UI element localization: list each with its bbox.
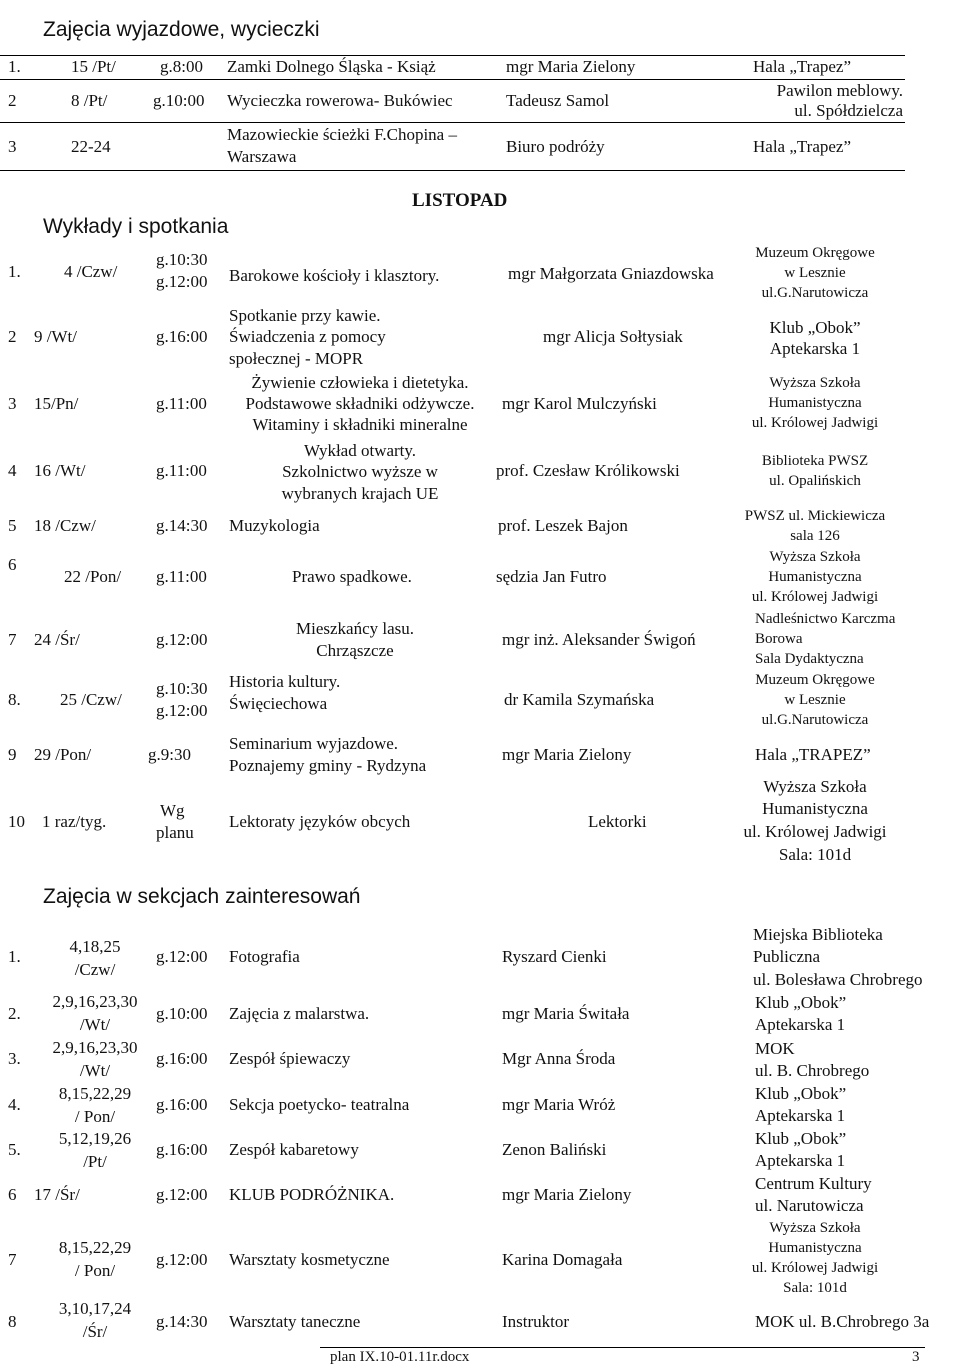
table-rule xyxy=(0,79,905,80)
row-place: Klub „Obok” xyxy=(755,1084,847,1103)
row-number: 3. xyxy=(8,1049,21,1068)
row-date: /Śr/ xyxy=(82,1322,108,1341)
row-place: Muzeum Okręgowe xyxy=(755,672,875,688)
row-place: ul. Narutowicza xyxy=(755,1196,864,1215)
row-place: Nadleśnictwo Karczma xyxy=(755,611,896,627)
row-place: sala 126 xyxy=(790,528,840,544)
row-person: Karina Domagała xyxy=(502,1250,623,1269)
row-place: ul. Królowej Jadwigi xyxy=(751,589,879,605)
row-date: 18 /Czw/ xyxy=(34,516,96,535)
row-place: Humanistyczna xyxy=(768,569,862,585)
row-place: MOK ul. B.Chrobrego 3a xyxy=(755,1312,930,1331)
row-time: g.16:00 xyxy=(156,1140,208,1159)
row-time: g.16:00 xyxy=(156,1049,208,1068)
row-place: Publiczna xyxy=(753,947,821,966)
row-title: Podstawowe składniki odżywcze. xyxy=(245,394,475,413)
row-date: 8,15,22,29 xyxy=(58,1238,132,1257)
row-place: ul. Bolesława Chrobrego xyxy=(753,970,923,989)
row-place: Klub „Obok” xyxy=(755,1129,847,1148)
row-title: Warsztaty kosmetyczne xyxy=(229,1250,390,1269)
row-title: Sekcja poetycko- teatralna xyxy=(229,1095,410,1114)
row-place: Pawilon meblowy. xyxy=(776,81,903,100)
footer-rule xyxy=(320,1347,925,1348)
footer-file-name: plan IX.10-01.11r.docx xyxy=(330,1349,470,1365)
row-title: Fotografia xyxy=(229,947,300,966)
row-number: 3 xyxy=(8,394,17,413)
row-date: /Czw/ xyxy=(74,960,116,979)
row-date: / Pon/ xyxy=(74,1261,116,1280)
row-place: Aptekarska 1 xyxy=(755,1106,846,1125)
row-person: Lektorki xyxy=(588,812,647,831)
row-title: Warsztaty taneczne xyxy=(229,1312,361,1331)
row-place: ul. Opalińskich xyxy=(769,473,861,489)
row-time: g.10:30 xyxy=(156,679,208,698)
row-person: mgr Maria Zielony xyxy=(502,1185,632,1204)
row-place: w Lesznie xyxy=(784,692,846,708)
row-date: 22-24 xyxy=(71,137,111,156)
row-title: Zamki Dolnego Śląska - Książ xyxy=(227,57,436,76)
row-person: mgr Maria Świtała xyxy=(502,1004,630,1023)
row-person: mgr Maria Zielony xyxy=(502,745,632,764)
row-date: 9 /Wt/ xyxy=(34,327,77,346)
row-time: g.16:00 xyxy=(156,327,208,346)
row-number: 7 xyxy=(8,1250,17,1269)
row-person: prof. Czesław Królikowski xyxy=(496,461,680,480)
row-time: g.11:00 xyxy=(156,567,207,586)
row-date: 5,12,19,26 xyxy=(58,1129,132,1148)
row-title: Świadczenia z pomocy xyxy=(229,327,386,346)
row-number: 6 xyxy=(8,1185,17,1204)
lectures-heading: Wykłady i spotkania xyxy=(43,215,229,238)
row-title: Lektoraty języków obcych xyxy=(229,812,411,831)
row-time: g.16:00 xyxy=(156,1095,208,1114)
row-place: Centrum Kultury xyxy=(755,1174,872,1193)
row-number: 2 xyxy=(8,327,17,346)
row-number: 5 xyxy=(8,516,17,535)
row-place: Humanistyczna xyxy=(762,799,868,818)
row-title: Historia kultury. xyxy=(229,672,341,691)
row-place: Aptekarska 1 xyxy=(769,339,861,358)
row-person: Tadeusz Samol xyxy=(506,91,610,110)
row-number: 4. xyxy=(8,1095,21,1114)
row-place: ul. Królowej Jadwigi xyxy=(751,1260,879,1276)
row-place: Sala: 101d xyxy=(778,845,852,864)
row-number: 7 xyxy=(8,630,17,649)
row-place: Hala „Trapez” xyxy=(753,137,852,156)
row-date: 29 /Pon/ xyxy=(34,745,92,764)
row-title: Spotkanie przy kawie. xyxy=(229,306,381,325)
footer-page-number: 3 xyxy=(912,1349,920,1365)
row-title: Poznajemy gminy - Rydzyna xyxy=(229,756,427,775)
row-title: Zespół kabaretowy xyxy=(229,1140,359,1159)
row-title: Mieszkańcy lasu. xyxy=(295,619,415,638)
row-title: Prawo spadkowe. xyxy=(292,567,412,586)
row-place: Aptekarska 1 xyxy=(755,1015,846,1034)
row-time: g.10:00 xyxy=(153,91,205,110)
row-place: MOK xyxy=(755,1039,795,1058)
row-place: Klub „Obok” xyxy=(755,993,847,1012)
row-date: 8 /Pt/ xyxy=(71,91,108,110)
row-person: Ryszard Cienki xyxy=(502,947,607,966)
row-place: Wyższa Szkoła xyxy=(769,375,861,391)
row-date: 1 raz/tyg. xyxy=(42,812,107,831)
row-time: g.11:00 xyxy=(156,394,207,413)
row-date: 25 /Czw/ xyxy=(60,690,122,709)
row-date: 3,10,17,24 xyxy=(58,1299,132,1318)
row-number: 8 xyxy=(8,1312,17,1331)
row-place: Hala „TRAPEZ” xyxy=(755,745,871,764)
row-date: 16 /Wt/ xyxy=(34,461,86,480)
row-place: ul. Spółdzielcza xyxy=(794,101,903,120)
row-date: 2,9,16,23,30 xyxy=(52,1038,138,1057)
row-person: sędzia Jan Futro xyxy=(496,567,607,586)
row-number: 4 xyxy=(8,461,17,480)
month-heading: LISTOPAD xyxy=(412,190,508,211)
row-title: Mazowieckie ścieżki F.Chopina – xyxy=(227,125,457,144)
row-title: Szkolnictwo wyższe w xyxy=(282,462,438,481)
row-time: Wg xyxy=(160,801,185,820)
row-time: g.12:00 xyxy=(156,630,208,649)
row-title: Żywienie człowieka i dietetyka. xyxy=(251,373,469,392)
row-number: 1. xyxy=(8,262,21,281)
row-number: 1. xyxy=(8,947,21,966)
row-title: Zespół śpiewaczy xyxy=(229,1049,351,1068)
row-person: dr Kamila Szymańska xyxy=(504,690,655,709)
row-title: Witaminy i składniki mineralne xyxy=(252,415,468,434)
row-date: 15/Pn/ xyxy=(34,394,79,413)
row-title: Warszawa xyxy=(227,147,297,166)
row-number: 2. xyxy=(8,1004,21,1023)
row-place: Borowa xyxy=(755,631,803,647)
row-date: /Wt/ xyxy=(79,1061,111,1080)
row-place: ul. B. Chrobrego xyxy=(755,1061,870,1080)
row-number: 6 xyxy=(8,555,17,574)
row-date: 24 /Śr/ xyxy=(34,630,80,649)
row-date: /Wt/ xyxy=(79,1015,111,1034)
row-time: g.12:00 xyxy=(156,1185,208,1204)
row-title: KLUB PODRÓŻNIKA. xyxy=(229,1185,395,1204)
row-time: g.8:00 xyxy=(160,57,203,76)
row-number: 8. xyxy=(8,690,21,709)
row-place: PWSZ ul. Mickiewicza xyxy=(744,508,886,524)
row-place: Klub „Obok” xyxy=(769,318,861,337)
row-person: mgr Maria Zielony xyxy=(506,57,636,76)
row-person: mgr Alicja Sołtysiak xyxy=(543,327,683,346)
row-number: 2 xyxy=(8,91,17,110)
row-title: Chrząszcze xyxy=(316,641,394,660)
row-place: Miejska Biblioteka xyxy=(753,925,883,944)
row-title: Zajęcia z malarstwa. xyxy=(229,1004,370,1023)
row-title: społecznej - MOPR xyxy=(229,349,364,368)
table-rule xyxy=(0,55,905,56)
row-number: 5. xyxy=(8,1140,21,1159)
trips-heading: Zajęcia wyjazdowe, wycieczki xyxy=(43,18,320,41)
row-date: 22 /Pon/ xyxy=(64,567,122,586)
row-date: 4,18,25 xyxy=(69,937,121,956)
row-place: Wyższa Szkoła xyxy=(763,777,867,796)
row-time: g.14:30 xyxy=(156,1312,208,1331)
row-place: ul. Królowej Jadwigi xyxy=(743,822,887,841)
row-time: g.11:00 xyxy=(156,461,207,480)
row-title: Barokowe kościoły i klasztory. xyxy=(229,266,440,285)
row-date: 4 /Czw/ xyxy=(64,262,118,281)
row-place: ul. Królowej Jadwigi xyxy=(751,415,879,431)
row-place: Humanistyczna xyxy=(768,395,862,411)
row-date: 2,9,16,23,30 xyxy=(52,992,138,1011)
row-place: ul.G.Narutowicza xyxy=(761,285,869,301)
row-time: g.9:30 xyxy=(148,745,191,764)
row-person: Instruktor xyxy=(502,1312,570,1331)
row-time: g.12:00 xyxy=(156,1250,208,1269)
row-title: Święciechowa xyxy=(229,694,328,713)
row-title: Wycieczka rowerowa- Bukówiec xyxy=(227,91,453,110)
row-person: mgr Maria Wróż xyxy=(502,1095,616,1114)
row-person: prof. Leszek Bajon xyxy=(498,516,628,535)
row-person: mgr inż. Aleksander Świgoń xyxy=(502,630,696,649)
row-place: Hala „Trapez” xyxy=(753,57,852,76)
row-date: /Pt/ xyxy=(83,1152,107,1171)
row-place: ul.G.Narutowicza xyxy=(761,712,869,728)
table-rule xyxy=(0,122,905,123)
row-place: Muzeum Okręgowe xyxy=(755,245,875,261)
row-person: mgr Małgorzata Gniazdowska xyxy=(508,264,714,283)
row-place: Aptekarska 1 xyxy=(755,1151,846,1170)
row-date: / Pon/ xyxy=(74,1107,116,1126)
row-place: Sala Dydaktyczna xyxy=(755,651,864,667)
row-place: Wyższa Szkoła xyxy=(769,1220,861,1236)
table-rule xyxy=(0,170,905,171)
row-number: 3 xyxy=(8,137,17,156)
row-title: wybranych krajach UE xyxy=(281,484,439,503)
row-time: g.10:30 xyxy=(156,250,208,269)
row-title: Muzykologia xyxy=(229,516,320,535)
sections-heading: Zajęcia w sekcjach zainteresowań xyxy=(43,885,361,908)
row-time: g.10:00 xyxy=(156,1004,208,1023)
row-number: 1. xyxy=(8,57,21,76)
row-time: g.12:00 xyxy=(156,947,208,966)
row-place: Sala: 101d xyxy=(783,1280,847,1296)
row-title: Seminarium wyjazdowe. xyxy=(229,734,399,753)
row-time: g.14:30 xyxy=(156,516,208,535)
row-number: 10 xyxy=(8,812,25,831)
row-date: 8,15,22,29 xyxy=(58,1084,132,1103)
row-person: Mgr Anna Środa xyxy=(502,1049,616,1068)
row-title: Wykład otwarty. xyxy=(303,441,417,460)
row-place: w Lesznie xyxy=(784,265,846,281)
row-time: planu xyxy=(156,823,194,842)
row-place: Biblioteka PWSZ xyxy=(761,453,869,469)
row-place: Wyższa Szkoła xyxy=(769,549,861,565)
row-date: 15 /Pt/ xyxy=(71,57,116,76)
row-place: Humanistyczna xyxy=(768,1240,862,1256)
row-person: Biuro podróży xyxy=(506,137,605,156)
row-person: Zenon Baliński xyxy=(502,1140,607,1159)
row-person: mgr Karol Mulczyński xyxy=(502,394,657,413)
row-date: 17 /Śr/ xyxy=(34,1185,80,1204)
row-number: 9 xyxy=(8,745,17,764)
row-time: g.12:00 xyxy=(156,701,208,720)
row-time: g.12:00 xyxy=(156,272,208,291)
